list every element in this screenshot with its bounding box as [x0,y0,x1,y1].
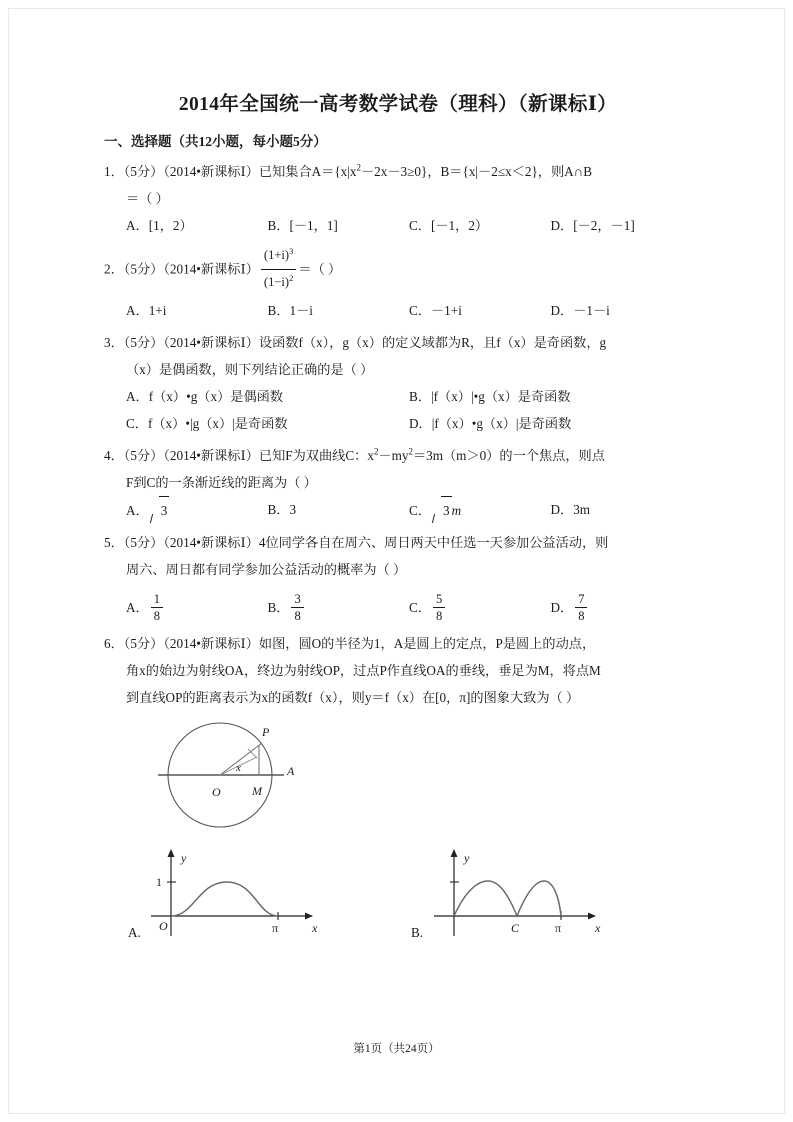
q4-exp-1: 2 [373,446,379,457]
line-OP [220,743,262,775]
q5-d-num: 7 [578,591,585,606]
graph-option-a[interactable] [126,844,409,949]
q3-score: （5分） [123,334,164,350]
q4-source: （2014•新课标Ⅰ） [163,447,259,463]
q4-option-b[interactable]: B．3 [267,502,297,518]
q5-option-b-fraction [291,591,303,625]
q2-option-c[interactable]: C．－1+i [409,302,462,318]
q5-score: （5分） [123,535,164,551]
q1-exponent: 2 [356,162,361,173]
question-3-stem: 3．（5分）（2014•新课标Ⅰ）设函数f（x），g（x）的定义域都为R，且f（x）是奇函数，g [104,334,607,350]
question-6-stem: 6．（5分）（2014•新课标Ⅰ）如图，圆O的半径为1，A是圆上的定点，P是圆上的动点， [104,636,596,652]
q6-number: 6 [104,636,111,652]
q5-option-b[interactable] [268,592,410,626]
graph-b-x-label: x [595,921,601,936]
question-5-options [104,583,692,625]
q2-fraction [261,243,296,295]
question-6-graph-options [126,844,692,949]
q5-option-a-label: A． [126,599,149,615]
graph-option-b[interactable] [409,844,692,949]
q3-source: （2014•新课标Ⅰ） [163,334,259,350]
q2-fraction-numerator [261,243,296,269]
q3-number: 3 [104,334,111,350]
page-footer: 第1页（共24页） [353,1043,440,1055]
question-1-stem: 1．（5分）（2014•新课标Ⅰ）已知集合$A=\{x|x^2-2x-3\ge 0\}$，B＝{x|－2≤x＜2}，则A∩B [104,162,592,179]
sqrt-icon [149,496,170,524]
q5-b-num: 3 [294,591,301,606]
graph-b-y-arrow-icon [451,849,458,857]
q4-stem-c: ＝3m（m＞0）的一个焦点，则点 [412,447,605,463]
q4-option-a-label: A． [126,503,149,519]
q4-stem-a: 已知F为双曲线C：x [258,447,374,463]
q2-source: （2014•新课标Ⅰ） [163,261,259,277]
label-P: P [262,725,270,740]
q4-option-a-radicand: 3 [159,496,170,524]
question-6-stem-line2: 角x的始边为射线OA，终边为射线OP，过点P作直线OA的垂线，垂足为M，将点M [126,663,601,679]
q6-stem-a: 如图，圆O的半径为1，A是圆上的定点，P是圆上的动点， [258,636,596,652]
q5-c-den: 8 [433,607,445,624]
q4-option-a[interactable] [126,496,268,524]
q5-option-b-label: B． [267,599,290,615]
q2-num-exp: 3 [289,246,294,257]
q4-score: （5分） [123,447,164,463]
graph-a-origin-label: O [159,919,168,934]
q2-option-d[interactable]: D．－1－i [550,302,610,318]
question-1 [104,158,692,239]
q5-option-a-fraction [151,591,163,625]
q1-number: 1 [104,164,111,179]
q4-option-c-suffix: m [451,503,462,519]
graph-a-curve [171,882,278,916]
q2-tail: ＝（ ） [298,261,342,277]
q1-stem-b: －2x－3≥0}，B＝{x|－2≤x＜2}，则A∩B [361,164,592,179]
label-M: M [252,784,262,799]
q5-d-den: 8 [575,607,587,624]
page-content [104,88,692,954]
q2-den-base: (1−i) [263,274,290,289]
q4-number: 4 [104,447,111,463]
q2-option-b[interactable]: B．1－i [267,302,313,318]
q5-c-num: 5 [435,591,443,606]
q5-a-num: 1 [153,591,160,606]
graph-a-svg [126,844,336,944]
q5-option-a[interactable] [126,592,268,626]
graph-a-x-arrow-icon [305,913,313,920]
graph-a-y-tick-label: 1 [156,875,162,890]
question-4-stem: 4．（5分）（2014•新课标Ⅰ）已知F为双曲线C：$x^2-my^2=3m(m>0)$的一个焦点，则点 [104,446,605,463]
q1-source: （2014•新课标Ⅰ） [163,164,259,179]
label-O: O [212,785,221,800]
circle-diagram-svg [144,715,364,833]
graph-a-y-label: y [181,851,187,866]
question-4 [104,442,692,524]
graph-a-option-label: A. [128,925,141,941]
q5-b-den: 8 [291,607,303,624]
question-3-stem-cont: （x）是偶函数，则下列结论正确的是（ ） [126,361,374,377]
q1-option-b[interactable]: B．[－1，1] [267,218,338,234]
q3-option-a[interactable]: A．f（x）•g（x）是偶函数 [126,388,283,404]
q1-option-c[interactable]: C．[－1，2） [409,218,489,234]
graph-b-y-label: y [464,851,470,866]
q5-option-c-label: C． [409,599,431,615]
q1-option-d[interactable]: D．[－2，－1] [550,218,635,234]
graph-b-curve [454,881,561,916]
label-angle-x: x [236,762,241,775]
sqrt-icon [431,496,452,524]
q6-score: （5分） [123,636,164,652]
q2-den-exp: 2 [289,272,294,283]
q5-option-d[interactable] [551,592,693,626]
question-6 [104,630,692,949]
q3-option-b[interactable]: B．|f（x）|•g（x）是奇函数 [409,388,571,404]
q3-option-d[interactable]: D．|f（x）•g（x）|是奇函数 [409,415,572,431]
graph-a-x-label: x [312,921,318,936]
q4-stem-b: －my [378,447,409,463]
question-3 [104,329,692,437]
question-5 [104,529,692,625]
q2-score: （5分） [123,261,164,277]
q5-option-d-fraction [575,591,587,625]
q6-source: （2014•新课标Ⅰ） [163,636,259,652]
question-1-options [104,212,692,239]
q4-exp-2: 2 [408,446,413,457]
q3-stem-a: 设函数f（x），g（x）的定义域都为R，且f（x）是奇函数，g [258,334,607,350]
q4-option-c[interactable] [409,496,551,524]
graph-b-x-arrow-icon [588,913,596,920]
q5-source: （2014•新课标Ⅰ） [163,535,259,551]
section-heading: 一、选择题（共12小题，每小题5分） [104,134,327,149]
question-6-stem-line3: 到直线OP的距离表示为x的函数f（x），则y＝f（x）在[0，π]的图象大致为（ ） [126,690,580,706]
graph-b-svg [409,844,619,944]
page-title: 2014年全国统一高考数学试卷（理科）（新课标Ⅰ） [178,94,618,115]
q5-number: 5 [104,535,111,551]
graph-a-x-tick-label: π [272,921,279,936]
q5-a-den: 8 [151,607,163,624]
q3-option-c[interactable]: C．f（x）•|g（x）|是奇函数 [126,415,288,431]
q5-stem-a: 4位同学各自在周六、周日两天中任选一天参加公益活动，则 [258,535,609,551]
q2-option-a[interactable]: A．1+i [126,302,167,318]
q5-option-d-label: D． [550,599,574,615]
q2-number: 2 [104,261,111,277]
q4-option-c-label: C． [409,503,431,519]
question-6-figures [104,715,692,949]
q2-fraction-denominator [261,269,296,296]
question-5-stem: 5．（5分）（2014•新课标Ⅰ）4位同学各自在周六、周日两天中任选一天参加公益活动，则 [104,535,609,551]
question-2-stem: 2．（5分）（2014•新课标Ⅰ） $\frac{(1+i)^3}{(1-i)^2}$ ＝（ ） [104,244,692,296]
q5-option-c-fraction [433,591,445,625]
circle-diagram [144,715,692,838]
q1-score: （5分） [123,164,164,179]
graph-b-option-label: B. [411,925,424,941]
q4-option-c-radicand: 3 [441,496,452,524]
q5-option-c[interactable] [409,592,551,626]
graph-b-x-tick-label: π [555,921,562,936]
question-4-options [104,496,692,524]
question-2-options [104,297,692,324]
question-5-stem-cont: 周六、周日都有同学参加公益活动的概率为（ ） [126,562,407,578]
question-1-stem-cont: ＝（ ） [126,191,169,207]
q1-option-a[interactable]: A．[1，2） [126,218,193,234]
question-2 [104,244,692,324]
question-3-options-row2 [104,410,692,437]
q4-option-d[interactable]: D．3m [550,502,591,518]
q1-stem-a: 已知集合A＝{x|x [258,164,357,179]
question-4-stem-cont: F到C的一条渐近线的距离为（ ） [126,475,317,490]
question-3-options-row1 [104,383,692,410]
graph-a-y-arrow-icon [168,849,175,857]
graph-b-mid-tick-label: C [511,921,520,936]
label-A: A [287,764,295,779]
q2-num-base: (1+i) [263,248,290,263]
